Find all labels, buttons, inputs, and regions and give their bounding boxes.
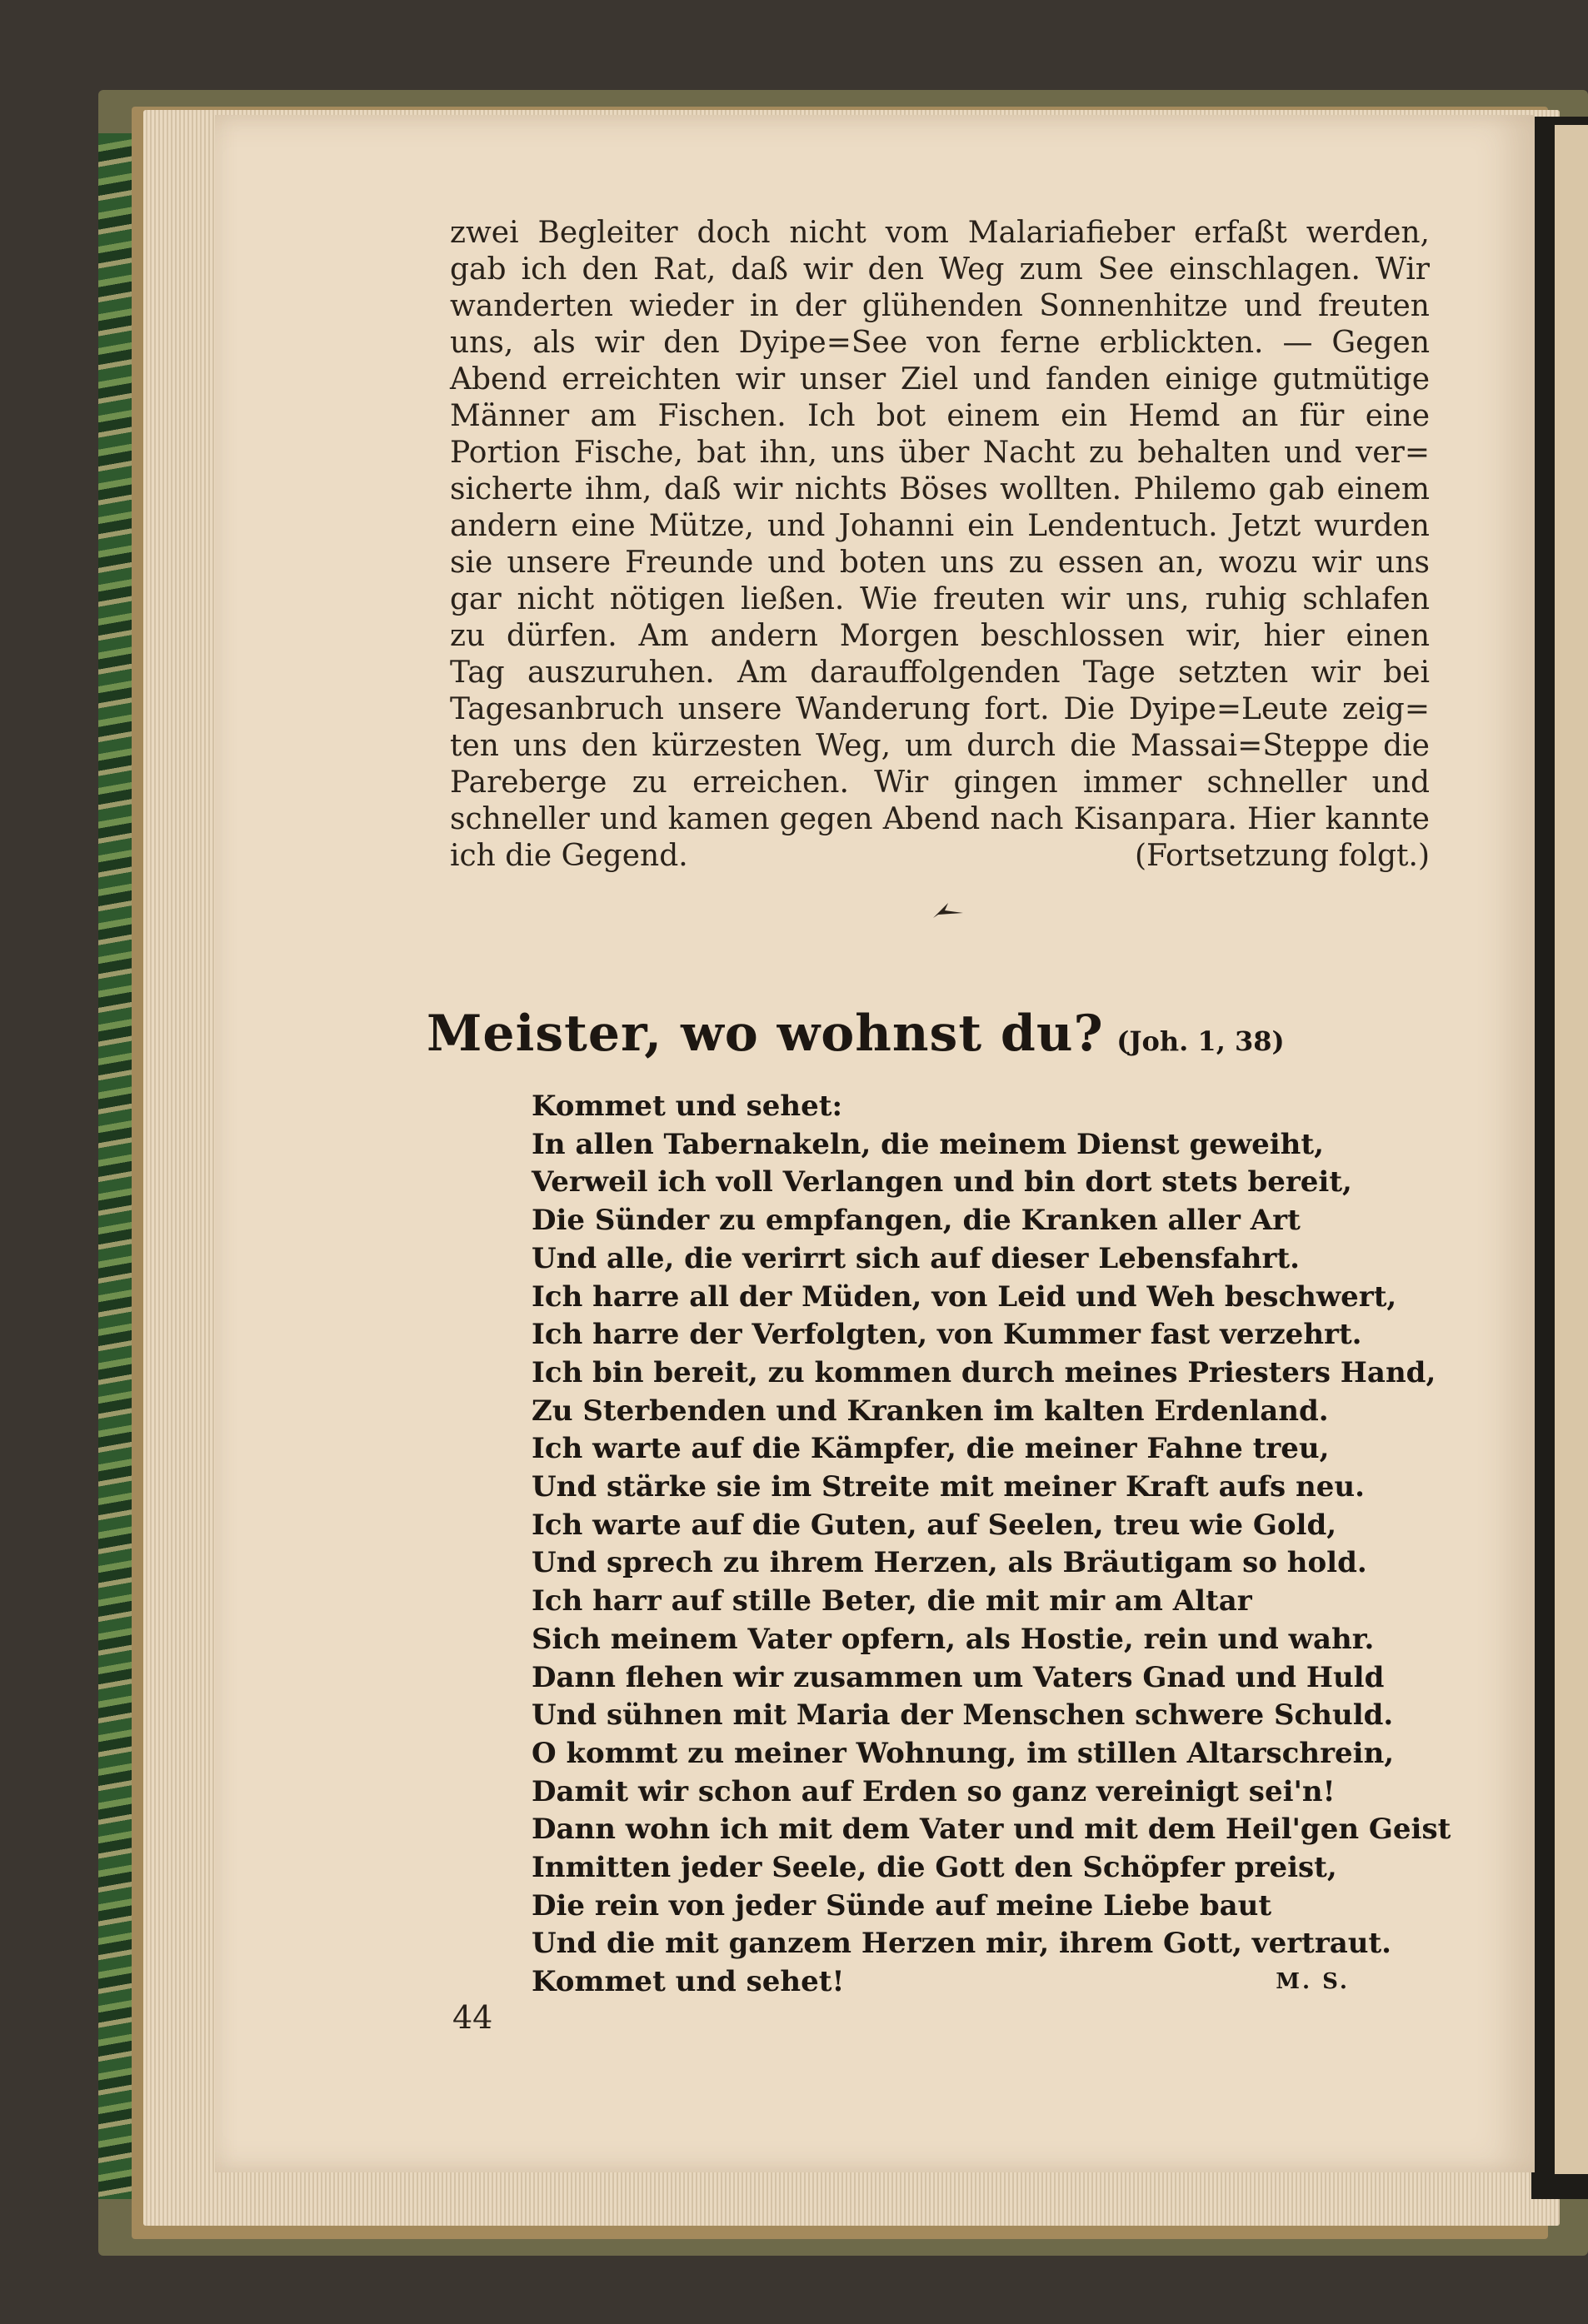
poem-line: Ich warte auf die Kämpfer, die meiner Fahne treu, [532,1432,1330,1466]
poem-line: O kommt zu meiner Wohnung, im stillen Altarschrein, [532,1736,1395,1770]
author-signature: M. S. [1276,1969,1350,1995]
prose-line: Pareberge zu erreichen. Wir gingen immer schneller und [450,766,1430,800]
facing-page [1555,125,1588,2174]
poem-final-line [532,1963,1350,2002]
poem-line: In allen Tabernakeln, die meinem Dienst geweiht, [532,1127,1324,1161]
poem-line: Und sprech zu ihrem Herzen, als Bräutigam so hold. [532,1546,1367,1580]
poem-line: Ich warte auf die Guten, auf Seelen, treu wie Gold, [532,1508,1337,1542]
prose-line: gar nicht nötigen ließen. Wie freuten wir uns, ruhig schlafen [450,582,1430,616]
prose-line: wanderten wieder in der glühenden Sonnenhitze und freuten [450,289,1430,323]
poem-line: Die rein von jeder Sünde auf meine Liebe baut [532,1888,1272,1923]
marbled-spine [98,133,132,2199]
poem-line: Dann wohn ich mit dem Vater und mit dem Heil'gen Geist [532,1813,1451,1847]
prose-line: sicherte ihm, daß wir nichts Böses wollten. Philemo gab einem [450,472,1430,506]
prose-line: Tagesanbruch unsere Wanderung fort. Die Dyipe=Leute zeig= [450,692,1430,726]
prose-line: Abend erreichten wir unser Ziel und fanden einige gutmütige [450,362,1430,396]
prose-last-line [450,838,1430,875]
prose-line: schneller und kamen gegen Abend nach Kisanpara. Hier kannte [450,802,1430,836]
poem-line: Zu Sterbenden und Kranken im kalten Erdenland. [532,1394,1329,1428]
poem-title: Meister, wo wohnst du? [427,1005,1104,1063]
poem-line: Und sühnen mit Maria der Menschen schwere Schuld. [532,1698,1394,1733]
prose-line: andern eine Mütze, und Johanni ein Lendentuch. Jetzt wurden [450,509,1430,543]
poem-line: Ich harr auf stille Beter, die mit mir am Altar [532,1584,1252,1618]
prose-line: uns, als wir den Dyipe=See von ferne erblickten. — Gegen [450,326,1430,360]
poem-body [532,1088,1451,2002]
book-page [215,115,1535,2172]
poem-line: Und die mit ganzem Herzen mir, ihrem Gott, vertraut. [532,1927,1392,1961]
poem-line: Ich harre der Verfolgten, von Kummer fast verzehrt. [532,1318,1362,1352]
bible-reference: (Joh. 1, 38) [1116,1025,1285,1057]
poem-line: Sich meinem Vater opfern, als Hostie, rein und wahr. [532,1622,1375,1656]
poem-line: Und alle, die verirrt sich auf dieser Lebensfahrt. [532,1241,1300,1275]
poem-line: Und stärke sie im Streite mit meiner Kraft aufs neu. [532,1470,1365,1504]
prose-line: zu dürfen. Am andern Morgen beschlossen wir, hier einen [450,619,1430,653]
poem-line: Dann flehen wir zusammen um Vaters Gnad und Huld [532,1660,1385,1694]
separator-ornament-icon [930,898,966,923]
prose-line: zwei Begleiter doch nicht vom Malariafieber erfaßt werden, [450,216,1430,250]
poem-heading [427,1005,1285,1063]
prose-line: sie unsere Freunde und boten uns zu essen an, wozu wir uns [450,546,1430,580]
page-number: 44 [452,1999,493,2036]
prose-line: Männer am Fischen. Ich bot einem ein Hemd an für eine [450,399,1430,433]
prose-paragraph [450,215,1430,875]
poem-line: Ich bin bereit, zu kommen durch meines Priesters Hand, [532,1355,1436,1389]
prose-final-words: ich die Gegend. [450,839,688,873]
poem-line: Damit wir schon auf Erden so ganz vereinigt sei'n! [532,1774,1336,1808]
poem-line: Kommet und sehet: [532,1090,843,1123]
prose-line: gab ich den Rat, daß wir den Weg zum See einschlagen. Wir [450,252,1430,287]
poem-closing: Kommet und sehet! [532,1965,845,1999]
continuation-note: (Fortsetzung folgt.) [1135,839,1430,873]
prose-line: Tag auszuruhen. Am darauffolgenden Tage setzten wir bei [450,656,1430,690]
prose-line: Portion Fische, bat ihn, uns über Nacht zu behalten und ver= [450,436,1430,470]
poem-line: Verweil ich voll Verlangen und bin dort stets bereit, [532,1165,1352,1199]
poem-line: Inmitten jeder Seele, die Gott den Schöpfer preist, [532,1851,1337,1885]
poem-line: Die Sünder zu empfangen, die Kranken aller Art [532,1204,1301,1238]
prose-line: ten uns den kürzesten Weg, um durch die Massai=Steppe die [450,729,1430,763]
poem-line: Ich harre all der Müden, von Leid und Weh beschwert, [532,1279,1397,1314]
